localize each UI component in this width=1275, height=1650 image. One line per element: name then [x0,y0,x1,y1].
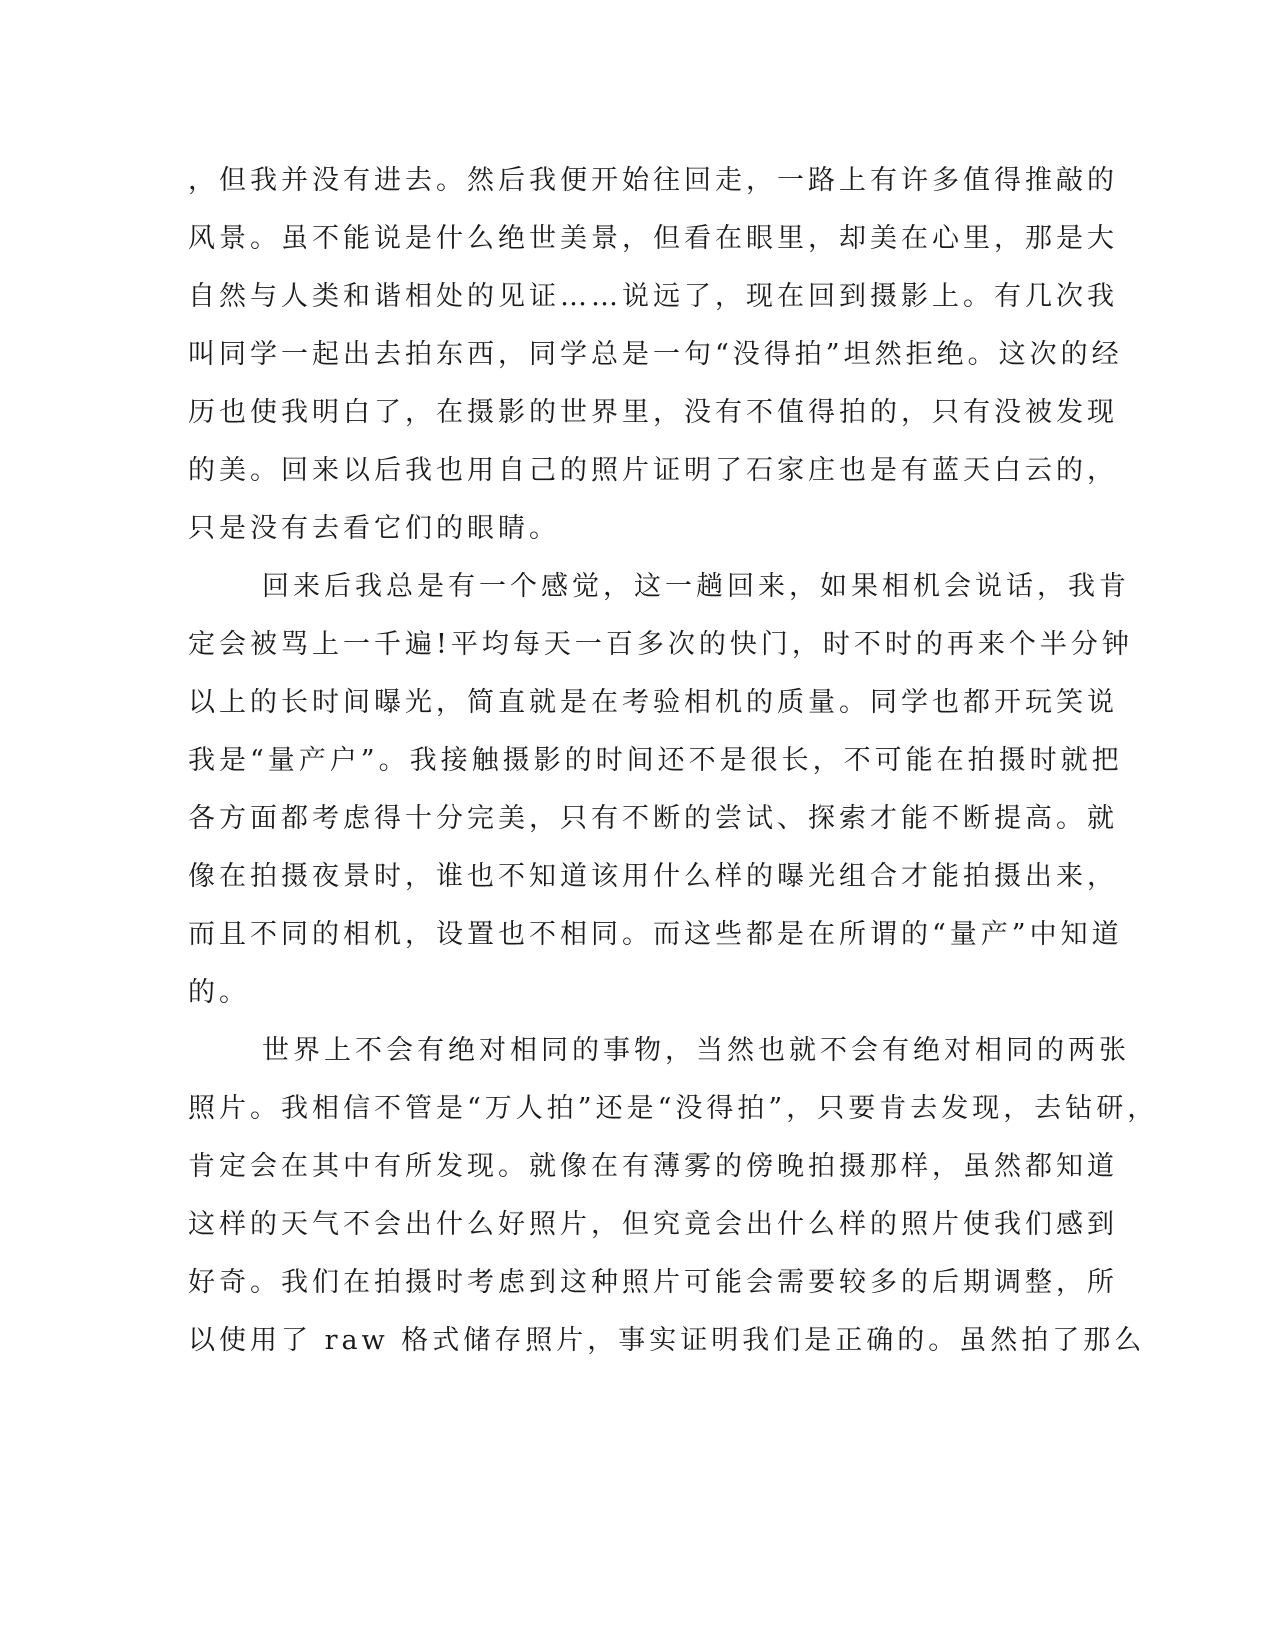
paragraph-3-line-3: 肯定会在其中有所发现。就像在有薄雾的傍晚拍摄那样，虽然都知道 [188,1151,1118,1182]
paragraph-3-line-1: 世界上不会有绝对相同的事物，当然也就不会有绝对相同的两张 [262,1035,1130,1066]
paragraph-1-line-6: 的美。回来以后我也用自己的照片证明了石家庄也是有蓝天白云的， [188,455,1118,486]
paragraph-2-line-4: 我是“量产户”。我接触摄影的时间还不是很长，不可能在拍摄时就把 [188,745,1123,776]
paragraph-1-line-4: 叫同学一起出去拍东西，同学总是一句“没得拍”坦然拒绝。这次的经 [188,339,1123,370]
paragraph-2-line-2: 定会被骂上一千遍!平均每天一百多次的快门，时不时的再来个半分钟 [188,629,1133,660]
paragraph-1-line-2: 风景。虽不能说是什么绝世美景，但看在眼里，却美在心里，那是大 [188,223,1118,254]
paragraph-2-line-7: 而且不同的相机，设置也不相同。而这些都是在所谓的“量产”中知道 [188,919,1123,950]
paragraph-2-line-6: 像在拍摄夜景时，谁也不知道该用什么样的曝光组合才能拍摄出来， [188,861,1118,892]
paragraph-1-line-1: ，但我并没有进去。然后我便开始往回走，一路上有许多值得推敲的 [188,165,1118,196]
paragraph-2-line-1: 回来后我总是有一个感觉，这一趟回来，如果相机会说话，我肯 [262,571,1130,602]
paragraph-2-line-3: 以上的长时间曝光，简直就是在考验相机的质量。同学也都开玩笑说 [188,687,1118,718]
paragraph-1-line-7: 只是没有去看它们的眼睛。 [188,513,560,544]
paragraph-2-line-8: 的。 [188,977,250,1008]
paragraph-1-line-5: 历也使我明白了，在摄影的世界里，没有不值得拍的，只有没被发现 [188,397,1118,428]
paragraph-3-line-2: 照片。我相信不管是“万人拍”还是“没得拍”，只要肯去发现，去钻研， [188,1093,1159,1124]
paragraph-3-line-4: 这样的天气不会出什么好照片，但究竟会出什么样的照片使我们感到 [188,1209,1118,1240]
paragraph-1-line-3: 自然与人类和谐相处的见证……说远了，现在回到摄影上。有几次我 [188,281,1118,312]
paragraph-3-line-5: 好奇。我们在拍摄时考虑到这种照片可能会需要较多的后期调整，所 [188,1267,1118,1298]
paragraph-3-line-6: 以使用了 raw 格式储存照片，事实证明我们是正确的。虽然拍了那么 [188,1325,1146,1356]
paragraph-2-line-5: 各方面都考虑得十分完美，只有不断的尝试、探索才能不断提高。就 [188,803,1118,834]
